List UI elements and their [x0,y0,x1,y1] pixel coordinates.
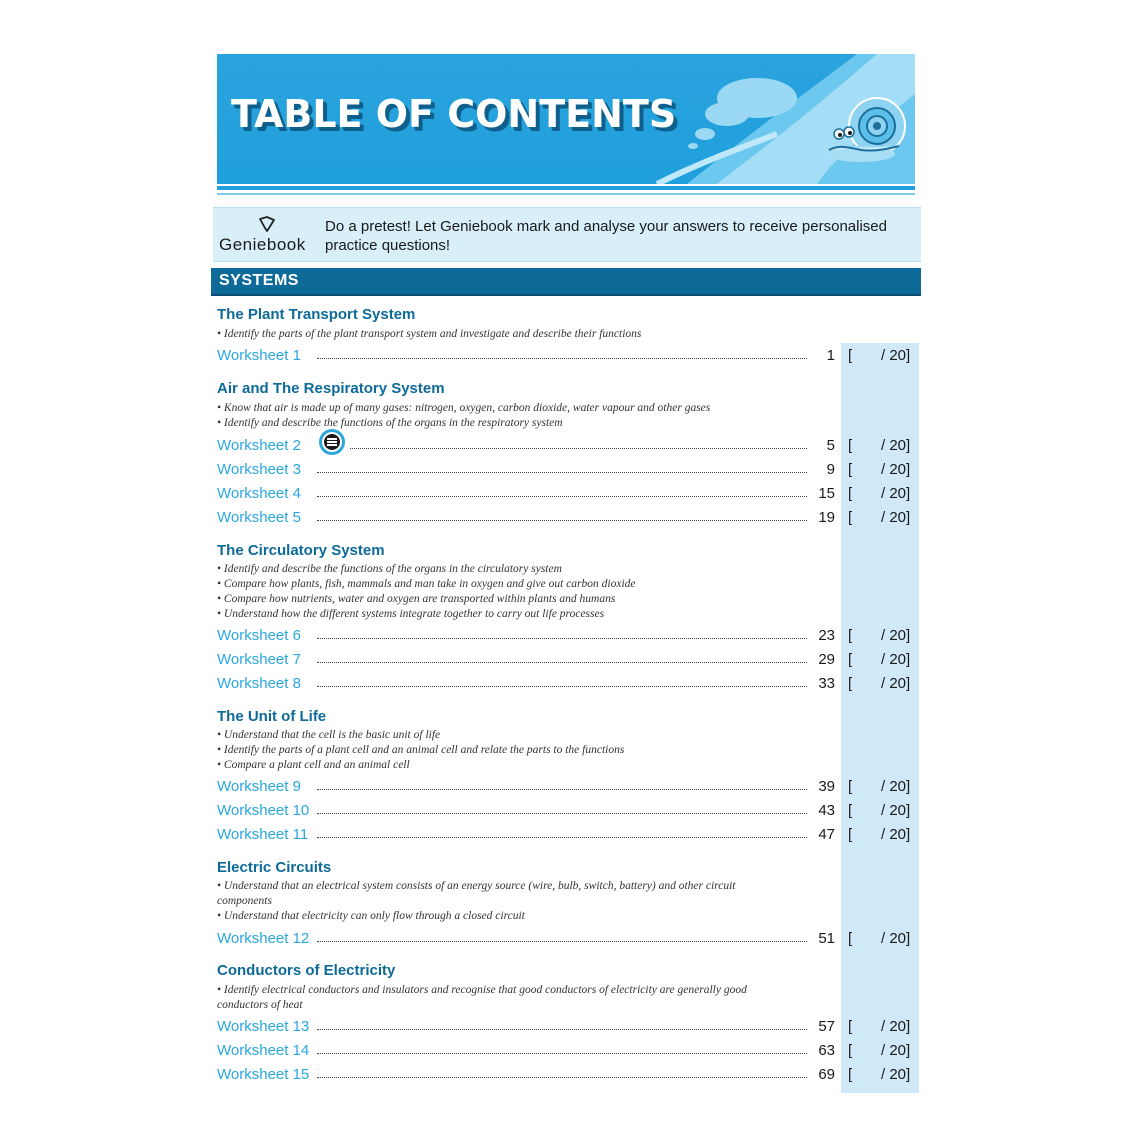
page-number: 63 [811,1041,835,1061]
page-number: 23 [811,626,835,646]
objective-bullet: • Understand that an electrical system consists of an energy source (wire, bulb, switch, battery) and other circuit components [217,880,736,907]
page-number: 57 [811,1017,835,1037]
worksheet-row[interactable] [217,777,915,797]
page-number: 39 [811,777,835,797]
score-open-bracket: [ [848,802,853,819]
score-total: / 20] [881,802,911,819]
score-open-bracket: [ [848,826,853,843]
objective-bullet: • Compare a plant cell and an animal cell [217,759,410,771]
page-number: 51 [811,929,835,949]
score-total: / 20] [881,1018,911,1035]
worksheet-row[interactable] [217,508,915,528]
banner-rule-thin [217,193,915,195]
pretest-message: Do a pretest! Let Geniebook mark and analyse your answers to receive personalised practice questions! [325,218,887,254]
score-open-bracket: [ [848,651,853,668]
score-total: / 20] [881,437,911,454]
worksheet-label[interactable]: Worksheet 3 [217,460,305,480]
score-total: / 20] [881,930,911,947]
geniebook-callout [213,207,921,262]
page-number: 1 [811,346,835,366]
worksheet-label[interactable]: Worksheet 9 [217,777,305,797]
score-total: / 20] [881,651,911,668]
objective-bullet: • Identify the parts of the plant transport system and investigate and describe their functions [217,328,642,340]
dot-leader [350,448,807,449]
page-number: 43 [811,801,835,821]
objective-bullet: • Understand that the cell is the basic unit of life [217,729,441,741]
score-total: / 20] [881,461,911,478]
page-number: 15 [811,484,835,504]
score-total: / 20] [881,347,911,364]
page-number: 9 [811,460,835,480]
dot-leader [317,686,807,687]
objective-bullet: • Identify and describe the functions of the organs in the respiratory system [217,417,563,429]
dot-leader [317,358,807,359]
page-number: 5 [811,436,835,456]
page-title: TABLE OF CONTENTS [231,92,677,136]
dot-leader [317,662,807,663]
worksheet-label[interactable]: Worksheet 2 [217,436,305,456]
worksheet-row[interactable] [217,436,915,456]
worksheet-row[interactable] [217,929,915,949]
geniebook-logo-text: Geniebook [219,235,306,254]
page-number: 69 [811,1065,835,1085]
worksheet-label[interactable]: Worksheet 4 [217,484,305,504]
score-total: / 20] [881,485,911,502]
page-number: 33 [811,674,835,694]
worksheet-row[interactable] [217,1065,915,1085]
snail-icon [821,88,913,180]
topic-title: The Unit of Life [217,708,327,725]
score-total: / 20] [881,1042,911,1059]
dot-leader [317,520,807,521]
score-total: / 20] [881,1066,911,1083]
worksheet-row[interactable] [217,1041,915,1061]
worksheet-label[interactable]: Worksheet 12 [217,929,313,949]
objective-bullet: • Compare how plants, fish, mammals and man take in oxygen and give out carbon dioxide [217,578,636,590]
worksheet-row[interactable] [217,346,915,366]
score-total: / 20] [881,509,911,526]
dot-leader [317,638,807,639]
score-open-bracket: [ [848,930,853,947]
dot-leader [317,1029,807,1030]
dot-leader [317,813,807,814]
worksheet-label[interactable]: Worksheet 11 [217,825,312,845]
score-open-bracket: [ [848,347,853,364]
dot-leader [317,472,807,473]
score-open-bracket: [ [848,437,853,454]
geniebook-lamp-icon [257,214,277,234]
score-open-bracket: [ [848,778,853,795]
worksheet-label[interactable]: Worksheet 5 [217,508,305,528]
topic-title: The Circulatory System [217,542,385,559]
score-open-bracket: [ [848,461,853,478]
worksheet-label[interactable]: Worksheet 6 [217,626,305,646]
dot-leader [317,496,807,497]
worksheet-row[interactable] [217,650,915,670]
dot-leader [317,837,807,838]
objective-bullet: • Identify electrical conductors and insulators and recognise that good conductors of electricity are generally good conductors of heat [217,984,747,1011]
worksheet-row[interactable] [217,674,915,694]
page-number: 47 [811,825,835,845]
objective-bullet: • Understand how the different systems integrate together to carry out life processes [217,608,605,620]
topic-title: Air and The Respiratory System [217,380,445,397]
topic-title: Electric Circuits [217,859,332,876]
worksheet-label[interactable]: Worksheet 8 [217,674,305,694]
worksheet-row[interactable] [217,801,915,821]
score-open-bracket: [ [848,1042,853,1059]
section-title: SYSTEMS [219,272,299,289]
score-open-bracket: [ [848,1066,853,1083]
page-number: 29 [811,650,835,670]
dot-leader [317,789,807,790]
worksheet-label[interactable]: Worksheet 7 [217,650,305,670]
score-open-bracket: [ [848,485,853,502]
dot-leader [317,941,807,942]
worksheet-label[interactable]: Worksheet 13 [217,1017,313,1037]
worksheet-row[interactable] [217,1017,915,1037]
worksheet-label[interactable]: Worksheet 1 [217,346,305,366]
dot-leader [317,1053,807,1054]
banner-rule [217,186,915,190]
section-header [211,268,921,296]
objective-bullet: • Know that air is made up of many gases: nitrogen, oxygen, carbon dioxide, water vapour and other gases [217,402,711,414]
page-number: 19 [811,508,835,528]
score-open-bracket: [ [848,1018,853,1035]
pretest-badge-icon[interactable] [318,428,346,456]
worksheet-label[interactable]: Worksheet 14 [217,1041,313,1061]
worksheet-row[interactable] [217,484,915,504]
objective-bullet: • Identify and describe the functions of the organs in the circulatory system [217,563,562,575]
score-open-bracket: [ [848,627,853,644]
worksheet-label[interactable]: Worksheet 10 [217,801,313,821]
worksheet-label[interactable]: Worksheet 15 [217,1065,313,1085]
score-total: / 20] [881,778,911,795]
objective-bullet: • Compare how nutrients, water and oxygen are transported within plants and humans [217,593,616,605]
objective-bullet: • Identify the parts of a plant cell and an animal cell and relate the parts to the functions [217,744,625,756]
worksheet-row[interactable] [217,626,915,646]
topic-title: The Plant Transport System [217,306,416,323]
score-total: / 20] [881,675,911,692]
worksheet-row[interactable] [217,825,915,845]
score-total: / 20] [881,826,911,843]
score-open-bracket: [ [848,509,853,526]
topic-title: Conductors of Electricity [217,962,396,979]
score-total: / 20] [881,627,911,644]
worksheet-row[interactable] [217,460,915,480]
score-open-bracket: [ [848,675,853,692]
header-banner [217,54,915,184]
dot-leader [317,1077,807,1078]
objective-bullet: • Understand that electricity can only flow through a closed circuit [217,910,525,922]
